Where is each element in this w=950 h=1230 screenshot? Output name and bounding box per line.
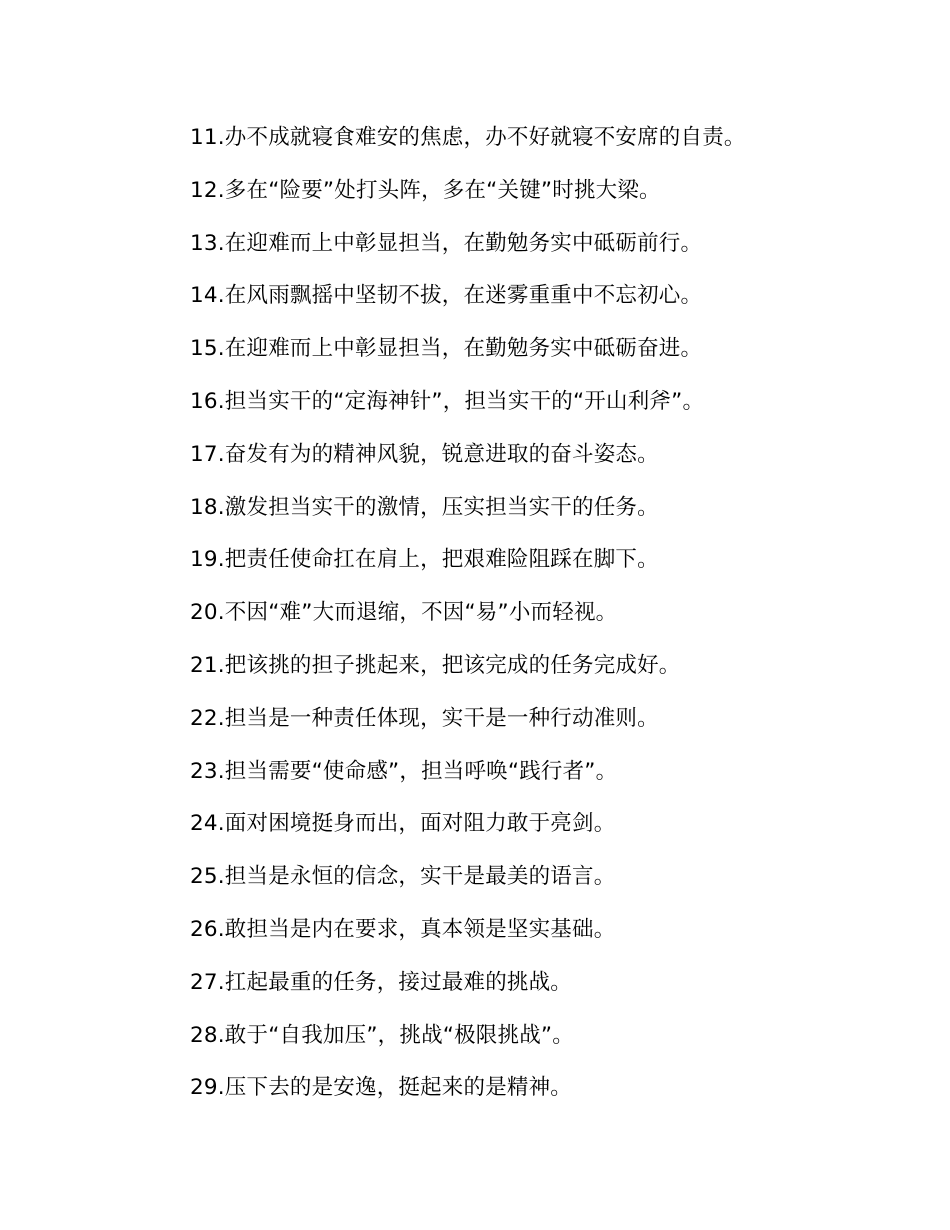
list-item: 26.敢担当是内在要求，真本领是坚实基础。: [190, 916, 616, 942]
slogan-list: [190, 119, 746, 1122]
list-item: 17.奋发有为的精神风貌，锐意进取的奋斗姿态。: [190, 441, 659, 467]
list-item: 25.担当是永恒的信念，实干是最美的语言。: [190, 864, 616, 890]
list-item: 11.办不成就寝食难安的焦虑，办不好就寝不安席的自责。: [190, 125, 746, 150]
list-item: 21.把该挑的担子挑起来，把该完成的任务完成好。: [190, 652, 681, 678]
list-item: 13.在迎难而上中彰显担当，在勤勉务实中砥砺前行。: [190, 230, 703, 256]
list-item: 23.担当需要“使命感”，担当呼唤“践行者”。: [190, 758, 618, 784]
list-item: 18.激发担当实干的激情，压实担当实干的任务。: [190, 494, 659, 520]
list-item: 29.压下去的是安逸，挺起来的是精神。: [190, 1075, 572, 1101]
list-item: 19.把责任使命扛在肩上，把艰难险阻踩在脚下。: [190, 547, 659, 573]
list-item: 16.担当实干的“定海神针”，担当实干的“开山利斧”。: [190, 388, 705, 414]
list-item: 28.敢于“自我加压”，挑战“极限挑战”。: [190, 1022, 574, 1048]
list-item: 24.面对困境挺身而出，面对阻力敢于亮剑。: [190, 811, 616, 837]
list-item: 12.多在“险要”处打头阵，多在“关键”时挑大梁。: [190, 177, 661, 203]
list-item: 22.担当是一种责任体现，实干是一种行动准则。: [190, 705, 659, 731]
list-item: 27.扛起最重的任务，接过最难的挑战。: [190, 969, 572, 995]
list-item: 14.在风雨飘摇中坚韧不拔，在迷雾重重中不忘初心。: [190, 283, 703, 309]
list-item: 15.在迎难而上中彰显担当，在勤勉务实中砥砺奋进。: [190, 336, 703, 362]
list-item: 20.不因“难”大而退缩，不因“易”小而轻视。: [190, 600, 618, 626]
